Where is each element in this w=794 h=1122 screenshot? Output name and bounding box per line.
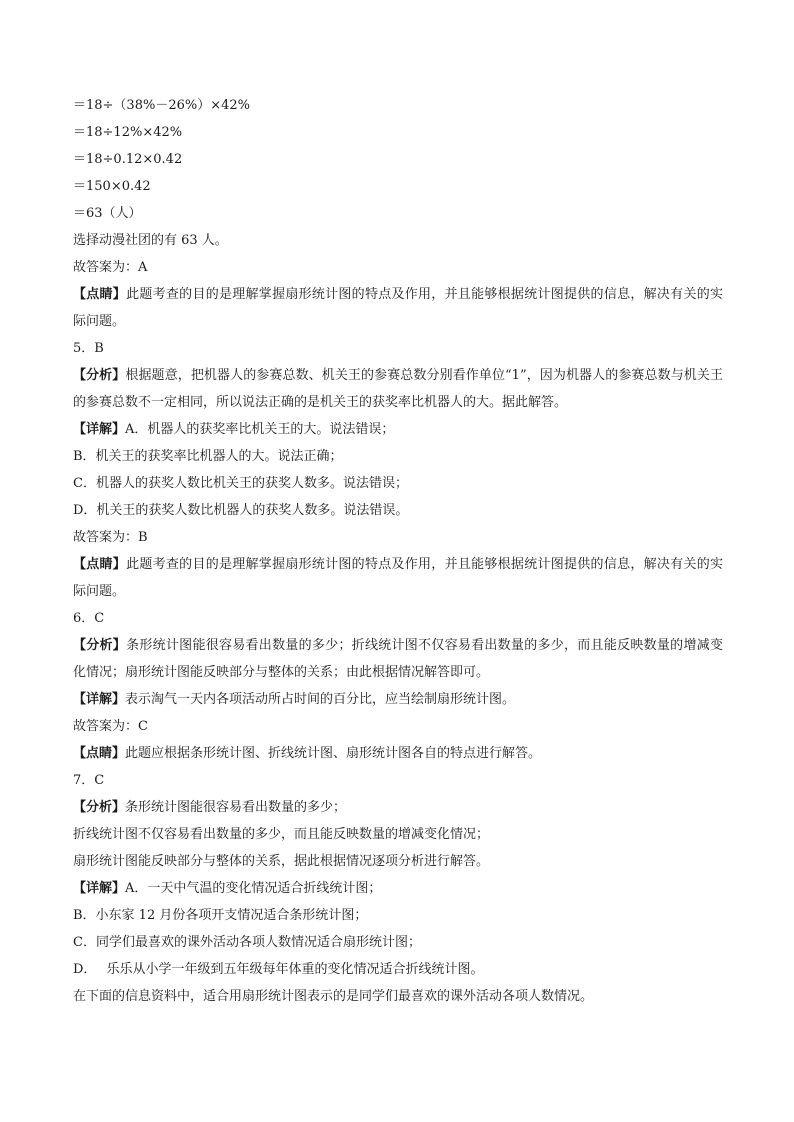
detail-5-d: D．机关王的获奖人数比机器人的获奖人数多。说法错误。 xyxy=(73,503,409,518)
detail-option-a: A．机器人的获奖率比机关王的大。说法错误； xyxy=(125,422,395,437)
question-7-heading: 7．C xyxy=(73,773,105,788)
detail-option-d-text: 乐乐从小学一年级到五年级每年体重的变化情况适合折线统计图。 xyxy=(106,962,484,977)
detail-7-b: B．小东家 12 月份各项开支情况适合条形统计图； xyxy=(73,908,368,923)
detail-option-a: A．一天中气温的变化情况适合折线统计图； xyxy=(125,881,382,896)
detail-text: 表示淘气一天内各项活动所占时间的百分比，应当绘制扇形统计图。 xyxy=(125,692,516,707)
analysis-6 xyxy=(73,632,723,686)
analysis-text: 条形统计图能很容易看出数量的多少； xyxy=(125,800,347,815)
comment-6 xyxy=(73,740,723,767)
comment-text: 此题考查的目的是理解掌握扇形统计图的特点及作用，并且能够根据统计图提供的信息，解决有关的实际问题。 xyxy=(73,287,723,329)
detail-option-d-label: D． xyxy=(73,962,97,977)
detail-6 xyxy=(73,686,723,713)
detail-7-d xyxy=(73,956,723,983)
comment-text: 此题应根据条形统计图、折线统计图、扇形统计图各自的特点进行解答。 xyxy=(125,746,542,761)
analysis-7-line-2: 折线统计图不仅容易看出数量的多少，而且能反映数量的增减变化情况； xyxy=(73,827,490,842)
comment-tag: 【点睛】 xyxy=(73,557,127,572)
calc-step-4: ＝150×0.42 xyxy=(73,179,151,194)
question-6-heading: 6．C xyxy=(73,611,105,626)
comment-tag: 【点睛】 xyxy=(73,287,127,302)
analysis-text: 条形统计图能很容易看出数量的多少；折线统计图不仅容易看出数量的多少，而且能反映数量的增减变化情况；扇形统计图能反映部分与整体的关系；由此根据情况解答即可。 xyxy=(73,638,723,680)
analysis-7-line-3: 扇形统计图能反映部分与整体的关系，据此根据情况逐项分析进行解答。 xyxy=(73,854,490,869)
answer-6: 故答案为：C xyxy=(73,719,148,734)
calc-step-2: ＝18÷12%×42% xyxy=(73,125,183,140)
analysis-5 xyxy=(73,362,723,416)
detail-tag: 【详解】 xyxy=(73,692,126,707)
answer-4: 故答案为：A xyxy=(73,260,148,275)
comment-tag: 【点睛】 xyxy=(73,746,126,761)
calc-result: ＝63（人） xyxy=(73,206,142,221)
result-sentence: 选择动漫社团的有 63 人。 xyxy=(73,233,228,248)
detail-7-c: C．同学们最喜欢的课外活动各项人数情况适合扇形统计图； xyxy=(73,935,421,950)
comment-text: 此题考查的目的是理解掌握扇形统计图的特点及作用，并且能够根据统计图提供的信息，解决有关的实际问题。 xyxy=(73,557,723,599)
detail-tag: 【详解】 xyxy=(73,422,126,437)
detail-7-a xyxy=(73,875,723,902)
comment-5 xyxy=(73,551,723,605)
comment-4 xyxy=(73,281,723,335)
analysis-text: 根据题意，把机器人的参赛总数、机关王的参赛总数分别看作单位“1”，因为机器人的参赛总数与机关王的参赛总数不一定相同，所以说法正确的是机关王的获奖率比机器人的大。据此解答。 xyxy=(73,368,723,410)
conclusion-7: 在下面的信息资料中，适合用扇形统计图表示的是同学们最喜欢的课外活动各项人数情况。 xyxy=(73,989,594,1004)
analysis-tag: 【分析】 xyxy=(73,368,126,383)
analysis-7 xyxy=(73,794,723,821)
answer-5: 故答案为：B xyxy=(73,530,148,545)
detail-5-a xyxy=(73,416,723,443)
analysis-tag: 【分析】 xyxy=(73,800,126,815)
question-5-heading: 5．B xyxy=(73,341,104,356)
analysis-tag: 【分析】 xyxy=(73,638,127,653)
answer-text-block xyxy=(73,92,723,1010)
detail-5-c: C．机器人的获奖人数比机关王的获奖人数多。说法错误； xyxy=(73,476,408,491)
detail-tag: 【详解】 xyxy=(73,881,126,896)
calc-step-1: ＝18÷（38%－26%）×42% xyxy=(73,98,251,113)
calc-step-3: ＝18÷0.12×0.42 xyxy=(73,152,183,167)
detail-5-b: B．机关王的获奖率比机器人的大。说法正确； xyxy=(73,449,343,464)
